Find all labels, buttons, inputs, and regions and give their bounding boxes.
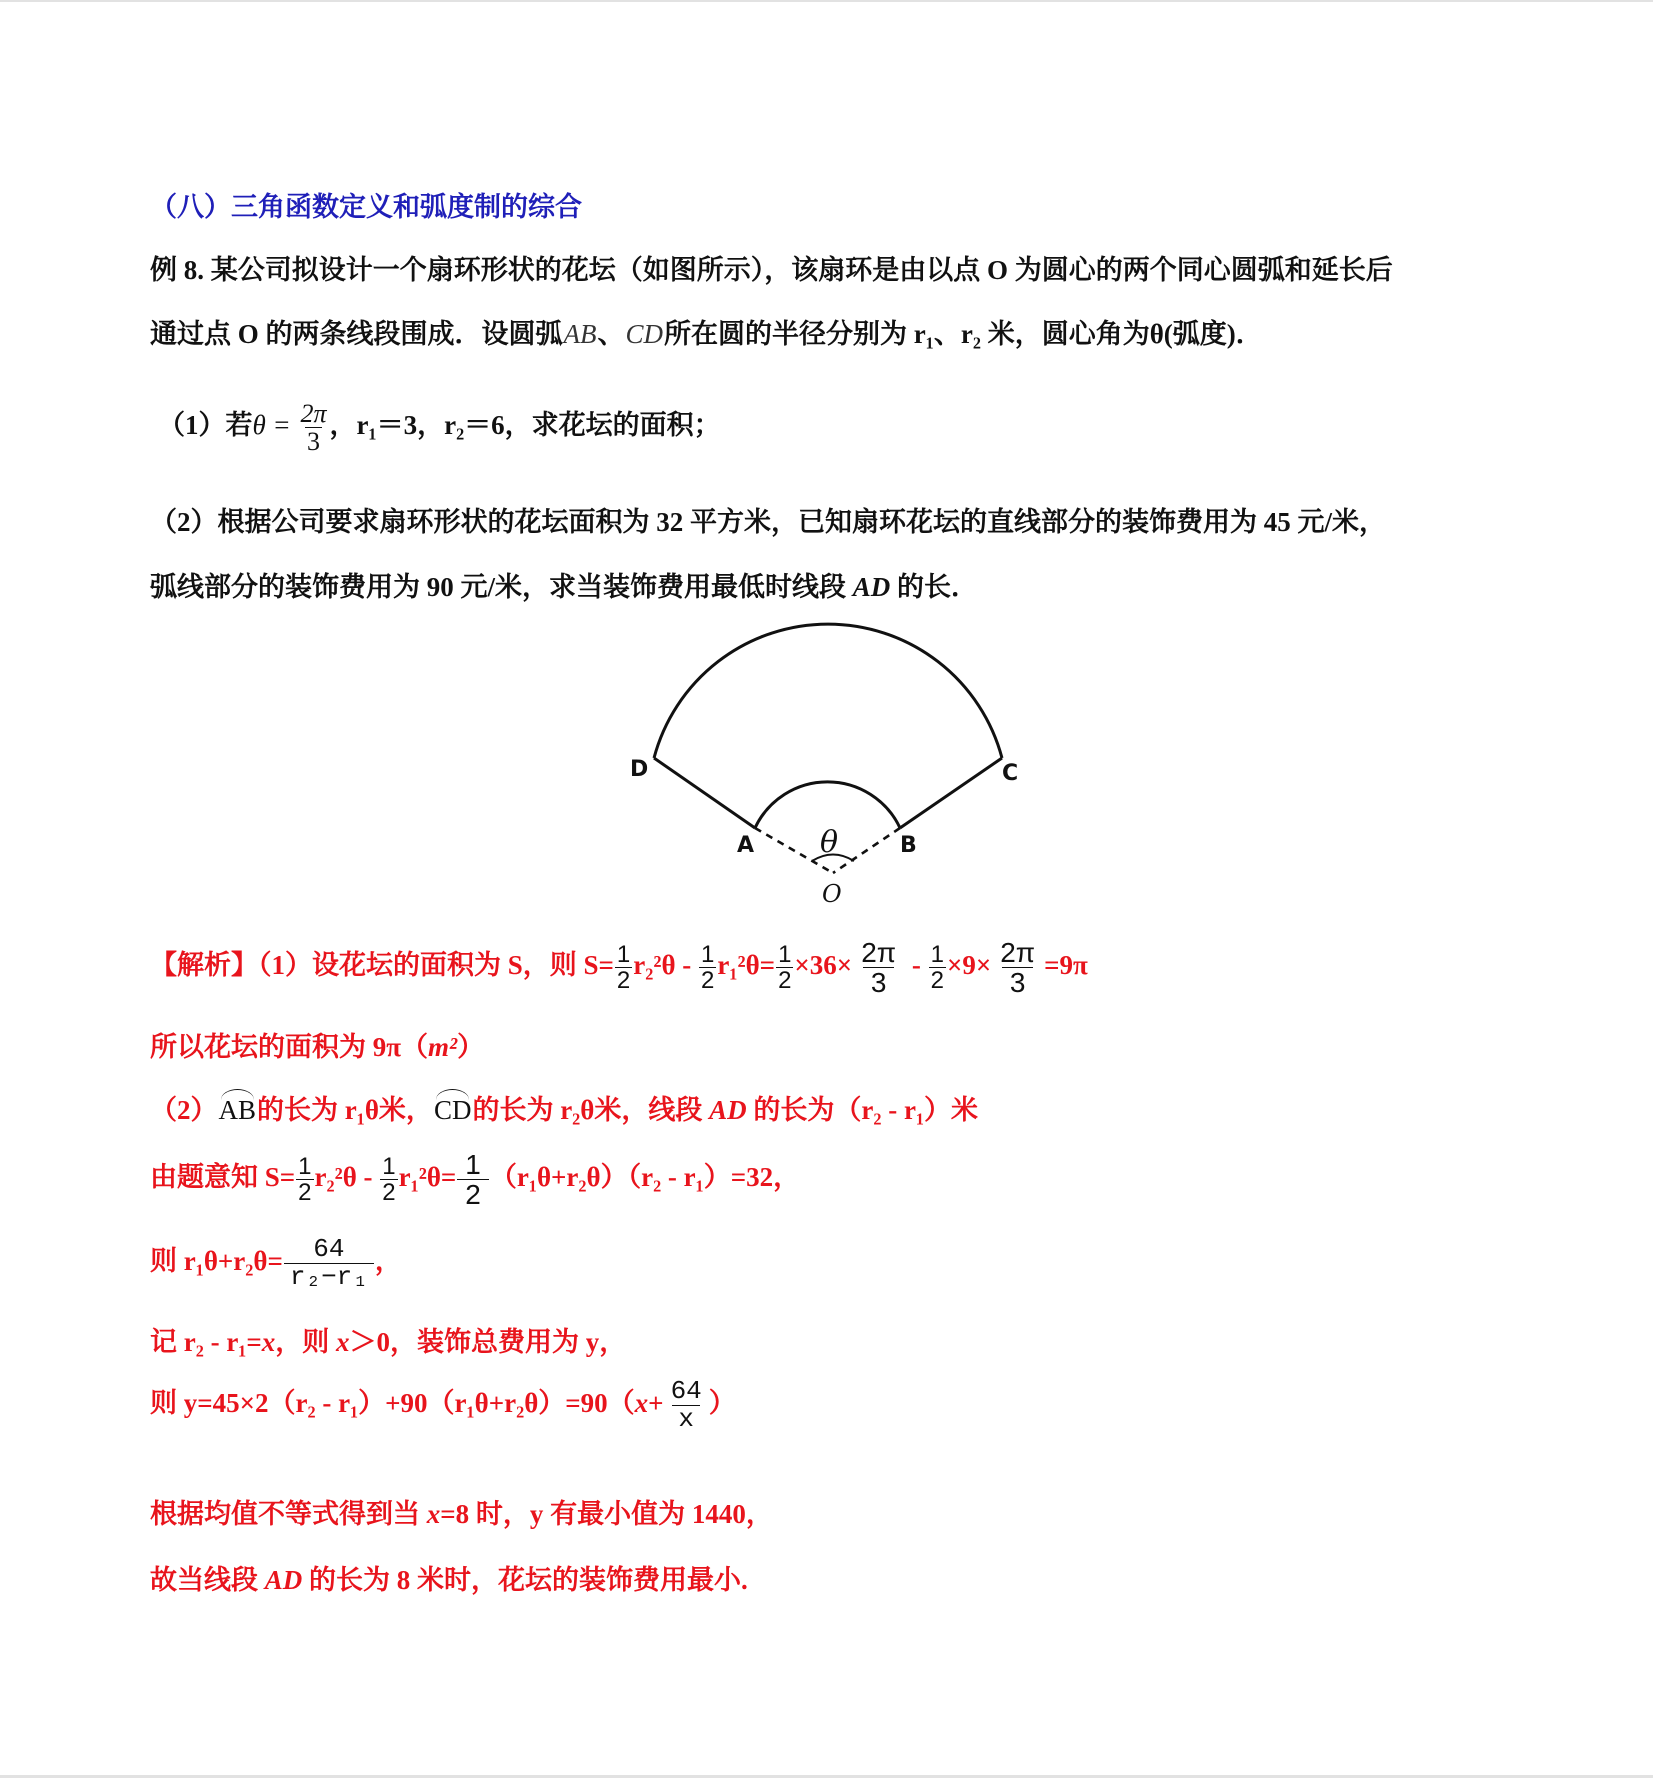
segment-ad: AD <box>264 1565 303 1595</box>
solution-1-text: （1）设花坛的面积为 S，则 S= <box>258 950 614 981</box>
solution-line-8 <box>150 1492 773 1531</box>
term: 则 y=45×2（r₂ - r₁）+90（r₁θ+r₂θ）=90（ <box>150 1388 635 1418</box>
segment-ad: AD <box>852 572 891 602</box>
segment-ad: AD <box>709 1095 747 1125</box>
frac-den: 2 <box>382 1179 396 1207</box>
term: ） <box>457 1032 485 1062</box>
problem-part-2-line-1: （2）根据公司要求扇环形状的花坛面积为 32 平方米，已知扇环花坛的直线部分的装饰费用为 45 元/米， <box>150 507 1386 537</box>
solution-line-2 <box>150 1025 484 1064</box>
part2-line2-suffix: 的长． <box>890 572 979 602</box>
frac-num: 2π <box>861 937 897 968</box>
solution-line-6 <box>150 1320 626 1359</box>
term: - <box>905 950 928 981</box>
problem-line-2-prefix: 通过点 O 的两条线段围成．设圆弧 <box>150 319 563 349</box>
fraction-2pi-over-3 <box>298 400 328 456</box>
var-x: x <box>426 1499 441 1529</box>
term: + <box>648 1388 664 1418</box>
frac-num: 1 <box>465 1149 481 1180</box>
label-c: C <box>1002 761 1019 786</box>
frac-den: 2 <box>616 967 631 995</box>
part2-line2-prefix: 弧线部分的装饰费用为 90 元/米，求当装饰费用最低时线段 <box>150 572 853 602</box>
frac-num: 2π <box>1000 937 1036 968</box>
term: （2） <box>150 1095 218 1125</box>
frac-num: 1 <box>616 941 631 969</box>
solution-tag: 【解析】 <box>150 950 258 981</box>
unit-m2: m² <box>428 1032 458 1062</box>
fraction-2pi-over-3 <box>853 938 904 998</box>
fraction-one-half <box>380 1154 397 1205</box>
term: r₁²θ= <box>717 950 776 981</box>
segment-cb <box>900 758 1002 828</box>
fraction-one-half <box>776 942 793 993</box>
label-o: O <box>822 880 842 908</box>
term: 由题意知 S= <box>150 1162 296 1193</box>
frac-num: 64 <box>313 1234 345 1264</box>
var-x: x <box>336 1327 350 1357</box>
problem-line-2 <box>150 312 1263 351</box>
term: ，则 <box>275 1327 337 1357</box>
fraction-2pi-over-3 <box>992 938 1043 998</box>
term: r₂²θ - <box>633 950 699 981</box>
frac-num: 1 <box>298 1153 312 1181</box>
arc-cd-label: CD <box>625 319 664 349</box>
arc-cd-symbol: CD <box>434 1089 472 1126</box>
outer-arc-dc <box>654 624 1002 758</box>
frac-num: 64 <box>670 1376 702 1406</box>
fraction-one-half <box>296 1154 313 1205</box>
arc-ab-label: AB <box>563 319 597 349</box>
page-top-border <box>0 0 1653 2</box>
term: 记 r₂ - r₁= <box>150 1327 262 1357</box>
frac-den: 2 <box>298 1179 312 1207</box>
fraction-one-half <box>615 942 632 993</box>
solution-line-9 <box>150 1558 748 1597</box>
frac-num: 1 <box>382 1153 396 1181</box>
solution-line-1 <box>150 938 1088 998</box>
term: ） <box>708 1388 736 1418</box>
frac-num: 1 <box>778 941 792 969</box>
solution-line-5 <box>150 1236 402 1292</box>
problem-line-1: 例 8. 某公司拟设计一个扇环形状的花坛（如图所示），该扇环是由以点 O 为圆心的两个同心圆弧和延长后 <box>150 255 1393 285</box>
fraction-one-half <box>699 942 716 993</box>
part1-prefix: （1）若 <box>158 410 253 440</box>
inner-arc-ab <box>755 782 900 828</box>
frac-den: 2 <box>457 1179 489 1209</box>
separator: 、 <box>597 319 625 349</box>
part1-suffix: ，r₁＝3，r₂＝6，求花坛的面积； <box>329 410 721 440</box>
frac-den: r₂−r₁ <box>284 1263 374 1291</box>
label-theta: θ <box>820 825 839 860</box>
fraction-64-over-x <box>665 1378 708 1434</box>
problem-line-2-suffix: 所在圆的半径分别为 r₁、r₂ 米，圆心角为θ(弧度)． <box>664 319 1263 349</box>
theta-equals: θ = <box>252 410 291 440</box>
term: ×36× <box>794 950 853 981</box>
term: 的长为（r₂ - r₁）米 <box>746 1095 979 1125</box>
term: ， <box>374 1246 402 1276</box>
term: 根据均值不等式得到当 <box>150 1499 427 1529</box>
section-heading: （八）三角函数定义和弧度制的综合 <box>150 192 582 223</box>
label-b: B <box>900 833 917 858</box>
term: ×9× <box>946 950 992 981</box>
frac-den: 3 <box>307 427 320 457</box>
frac-num: 1 <box>701 941 715 969</box>
term: 则 r₁θ+r₂θ= <box>150 1246 283 1276</box>
fraction-one-half <box>929 942 946 993</box>
frac-den: 3 <box>863 967 895 997</box>
annular-sector-figure <box>620 620 1040 920</box>
term: 故当线段 <box>150 1565 265 1595</box>
label-a: A <box>737 833 755 858</box>
fraction-64-over-r2-minus-r1 <box>284 1236 374 1292</box>
frac-den: x <box>672 1405 700 1433</box>
solution-line-4 <box>150 1150 800 1210</box>
solution-line-3 <box>150 1088 978 1127</box>
dashed-bo <box>833 828 900 873</box>
solution-line-7 <box>150 1378 736 1434</box>
var-x: x <box>261 1327 276 1357</box>
term: =8 时，y 有最小值为 1440， <box>440 1499 773 1529</box>
term: r₁²θ= <box>398 1162 457 1193</box>
arc-ab-symbol: AB <box>219 1089 257 1126</box>
problem-part-1 <box>158 400 721 456</box>
var-x: x <box>634 1388 649 1418</box>
term: ＞0，装饰总费用为 y， <box>349 1327 627 1357</box>
term: 的长为 r₁θ米， <box>257 1095 433 1125</box>
frac-den: 3 <box>1002 967 1034 997</box>
term: （r₁θ+r₂θ）（r₂ - r₁）=32， <box>489 1162 801 1193</box>
fraction-one-half <box>457 1150 489 1210</box>
label-d: D <box>630 757 649 782</box>
term: 所以花坛的面积为 9π（ <box>150 1032 429 1062</box>
frac-num: 2π <box>300 399 327 428</box>
frac-num: 1 <box>930 941 944 969</box>
term: r₂²θ - <box>314 1162 380 1193</box>
problem-part-2-line-2 <box>150 565 978 604</box>
term: =9π <box>1044 950 1088 981</box>
term: 的长为 8 米时，花坛的装饰费用最小. <box>302 1565 748 1595</box>
frac-den: 2 <box>778 967 792 995</box>
segment-da <box>654 758 755 828</box>
frac-den: 2 <box>930 967 944 995</box>
term: 的长为 r₂θ米，线段 <box>472 1095 710 1125</box>
frac-den: 2 <box>701 967 715 995</box>
